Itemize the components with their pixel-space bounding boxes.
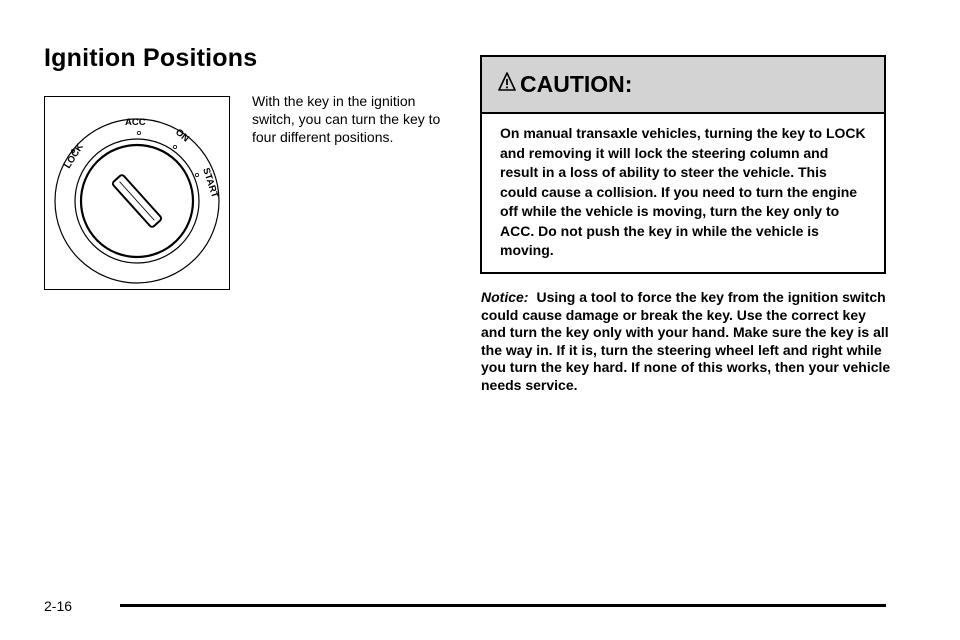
ignition-switch-illustration xyxy=(44,96,230,290)
lock-label: LOCK xyxy=(62,141,86,171)
notice-text: Using a tool to force the key from the ignition switch could cause damage or break the key. Use the correct key and turn the key only with your hand. Make sure the key is all the way in. If it is, turn the steering wheel left and right while you turn the key hard. If none of this works, then your vehicle needs service. xyxy=(481,289,891,393)
key-slot xyxy=(112,174,163,228)
warning-triangle-icon xyxy=(498,72,516,92)
start-position-dot xyxy=(195,173,198,176)
acc-label: ACC xyxy=(125,117,146,128)
on-label: ON xyxy=(173,126,192,145)
page-number: 2-16 xyxy=(44,598,73,614)
start-label: START xyxy=(200,166,221,200)
intro-text: With the key in the ignition switch, you can turn the key to four different positions. xyxy=(252,93,441,145)
caution-title: CAUTION: xyxy=(520,71,633,97)
caution-text: On manual transaxle vehicles, turning the key to LOCK and removing it will lock the steering column and result in a loss of ability to steer the vehicle. This could cause a collision. If you need to turn the engine off while the vehicle is moving, turn the key only to ACC. Do not push the key in while the vehicle is moving. xyxy=(500,125,866,258)
notice-label: Notice: xyxy=(481,289,529,305)
caution-box xyxy=(480,55,886,274)
acc-position-dot xyxy=(137,131,140,134)
footer-rule xyxy=(120,604,886,607)
caution-header xyxy=(482,57,884,114)
on-position-dot xyxy=(173,145,176,148)
ignition-switch-diagram xyxy=(45,97,229,289)
notice-paragraph xyxy=(481,289,891,395)
page-title: Ignition Positions xyxy=(44,44,258,72)
